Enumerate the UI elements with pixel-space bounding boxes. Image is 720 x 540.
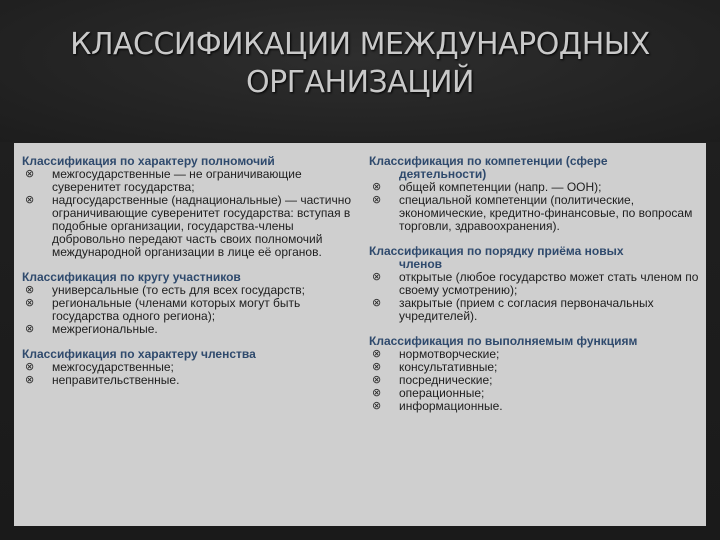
- title-line-1: КЛАССИФИКАЦИИ МЕЖДУНАРОДНЫХ: [70, 27, 650, 62]
- group-authority: [22, 155, 360, 259]
- bullet-icon: ⊗: [372, 400, 382, 412]
- group-membership: [22, 348, 360, 387]
- bullet-list: [369, 271, 699, 323]
- bullet-icon: ⊗: [25, 374, 35, 386]
- bullet-icon: ⊗: [372, 271, 382, 283]
- content-panel: [14, 143, 706, 526]
- right-column: [369, 155, 699, 425]
- bullet-icon: ⊗: [25, 194, 35, 206]
- group-title: Классификация по характеру полномочий: [22, 154, 275, 168]
- list-item-text: межгосударственные — не ограничивающие суверенитет государства;: [52, 167, 302, 194]
- bullet-icon: ⊗: [25, 323, 35, 335]
- list-item-text: закрытые (прием с согласия первоначальных учредителей).: [399, 296, 654, 323]
- group-title-part: Классификация по порядку приёма новых: [369, 244, 624, 258]
- group-competence: [369, 155, 699, 233]
- bullet-list: [22, 284, 360, 336]
- list-item-text: региональные (членами которых могут быть государства одного региона);: [52, 296, 301, 323]
- bullet-icon: ⊗: [372, 348, 382, 360]
- bullet-list: [22, 168, 360, 259]
- list-item: [369, 297, 699, 323]
- list-item: [22, 297, 360, 323]
- group-title-part: Классификация по компетенции (сфере: [369, 154, 608, 168]
- bullet-icon: ⊗: [372, 374, 382, 386]
- bullet-icon: ⊗: [372, 361, 382, 373]
- list-item: [369, 400, 699, 413]
- list-item: [22, 323, 360, 336]
- list-item-text: надгосударственные (наднациональные) — частично ограничивающие суверенитет государства: вступая в подобные организации, государства-члены добровольно передают часть своих полномочий международной организации в лице её органов.: [52, 193, 352, 259]
- bullet-icon: ⊗: [25, 284, 35, 296]
- bullet-list: [369, 348, 699, 413]
- group-title: [369, 155, 699, 181]
- bullet-icon: ⊗: [372, 181, 382, 193]
- list-item-text: межгосударственные;: [52, 360, 174, 374]
- group-title: [369, 245, 699, 271]
- title-line-2: ОРГАНИЗАЦИЙ: [246, 65, 474, 100]
- list-item-text: открытые (любое государство может стать членом по своему усмотрению);: [399, 270, 699, 297]
- group-title: Классификация по характеру членства: [22, 347, 256, 361]
- slide-title: [0, 26, 720, 102]
- group-title-continued: членов: [399, 257, 443, 271]
- bullet-icon: ⊗: [25, 361, 35, 373]
- bullet-list: [22, 361, 360, 387]
- list-item-text: общей компетенции (напр. — ООН);: [399, 180, 602, 194]
- bullet-icon: ⊗: [25, 168, 35, 180]
- bullet-icon: ⊗: [25, 297, 35, 309]
- group-participants: [22, 271, 360, 336]
- list-item-text: специальной компетенции (политические, экономические, кредитно-финансовые, по вопросам торговли, здравоохранения).: [399, 193, 693, 233]
- list-item-text: посреднические;: [399, 373, 493, 387]
- list-item-text: консультативные;: [399, 360, 498, 374]
- list-item: [22, 374, 360, 387]
- bullet-icon: ⊗: [372, 387, 382, 399]
- list-item-text: нормотворческие;: [399, 347, 500, 361]
- group-title: Классификация по кругу участников: [22, 270, 241, 284]
- bullet-icon: ⊗: [372, 297, 382, 309]
- bullet-icon: ⊗: [372, 194, 382, 206]
- list-item: [369, 271, 699, 297]
- bullet-list: [369, 181, 699, 233]
- left-column: [22, 155, 360, 399]
- group-admission: [369, 245, 699, 323]
- group-title-continued: деятельности): [399, 167, 487, 181]
- group-functions: [369, 335, 699, 413]
- list-item-text: операционные;: [399, 386, 485, 400]
- group-title-part: Классификация по выполняемым функциям: [369, 334, 638, 348]
- list-item: [22, 194, 360, 259]
- list-item-text: универсальные (то есть для всех государств;: [52, 283, 305, 297]
- list-item: [369, 194, 699, 233]
- list-item-text: межрегиональные.: [52, 322, 158, 336]
- list-item-text: неправительственные.: [52, 373, 180, 387]
- list-item-text: информационные.: [399, 399, 503, 413]
- list-item: [22, 168, 360, 194]
